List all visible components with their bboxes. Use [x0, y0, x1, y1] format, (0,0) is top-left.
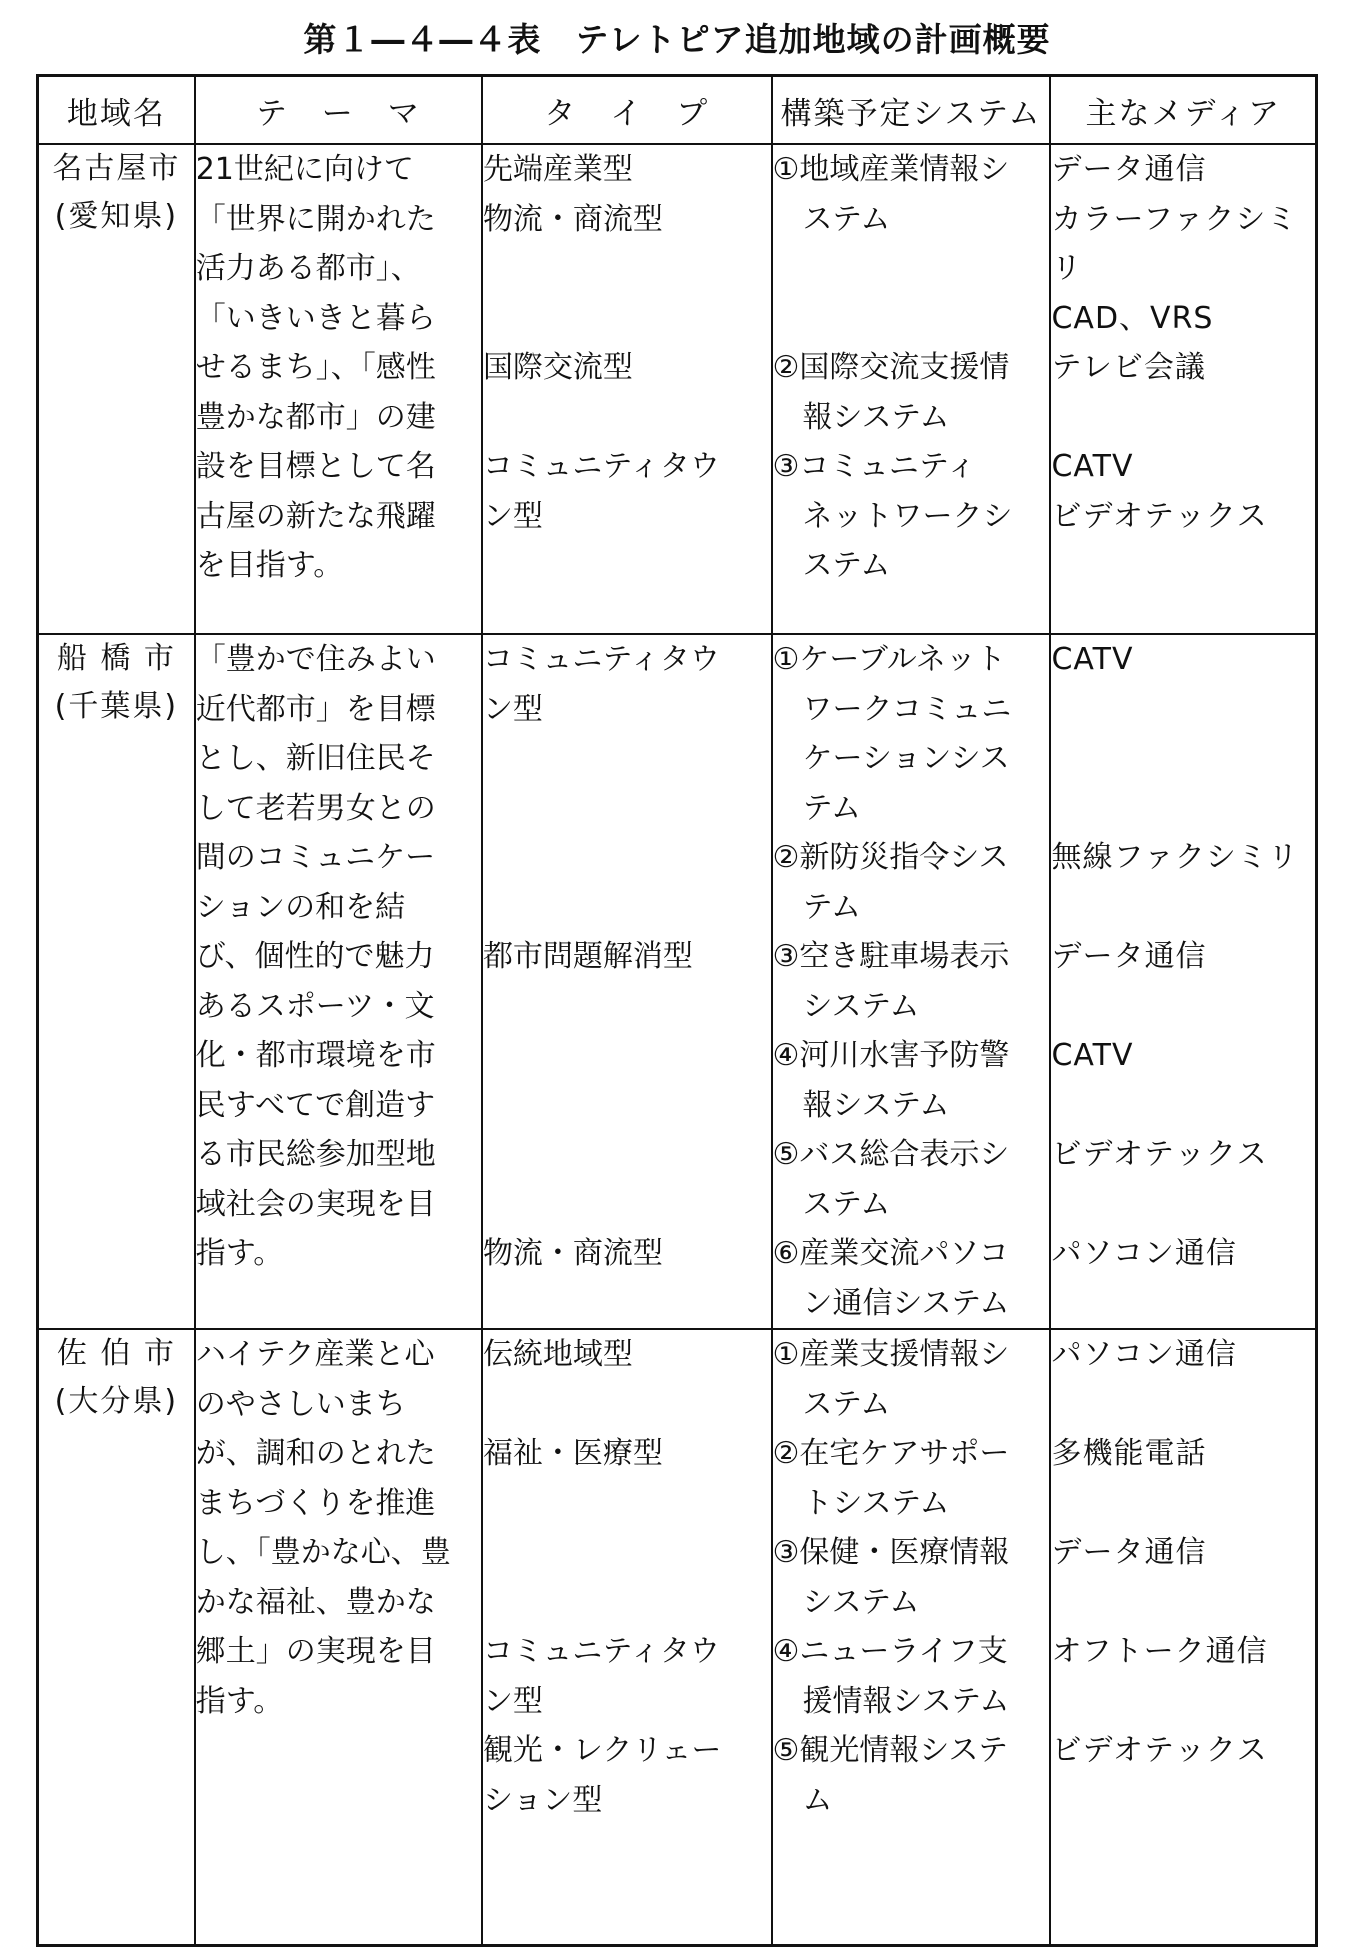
- system-line: ⑤バス総合表示シ: [772, 1137, 1010, 1172]
- system-line: テム: [772, 889, 862, 925]
- type-line: [483, 1279, 771, 1329]
- theme-line: 豊かな都市」の建: [195, 399, 436, 435]
- theme-line: 指す。: [195, 1683, 284, 1719]
- media-line: [1051, 734, 1315, 784]
- system-line: ネットワークシ: [772, 498, 1013, 534]
- media-line: [1051, 1380, 1315, 1430]
- type-line: [483, 1479, 771, 1529]
- theme-line: あるスポーツ・文: [195, 988, 435, 1024]
- media-line: 無線ファクシミリ: [1051, 840, 1299, 875]
- theme-line: とし、新旧住民そ: [195, 741, 436, 776]
- system-line: ステム: [772, 201, 891, 237]
- theme-line: せるまち」、「感性: [195, 350, 436, 385]
- table-row: [38, 144, 1317, 634]
- system-line: [773, 294, 1050, 344]
- type-line: [483, 393, 771, 443]
- type-line: [483, 1578, 771, 1628]
- plan-table: [36, 74, 1318, 1947]
- type-line: [483, 541, 771, 591]
- type-line: [483, 1180, 771, 1230]
- media-line: ビデオテックス: [1051, 1733, 1268, 1768]
- media-line: [1051, 685, 1315, 735]
- theme-line: し、「豊かな心、豊: [195, 1535, 451, 1570]
- header-region: 地域名: [38, 76, 195, 145]
- system-line: ステム: [772, 548, 891, 583]
- system-line: ①産業支援情報シ: [772, 1337, 1010, 1372]
- system-line: システム: [772, 1584, 920, 1620]
- type-cell: [482, 1329, 772, 1945]
- theme-line: 域社会の実現を目: [195, 1186, 436, 1222]
- system-line: 報システム: [772, 399, 950, 435]
- system-line: ①地域産業情報シ: [772, 152, 1010, 187]
- media-line: [1051, 883, 1315, 933]
- region-line: 佐 伯 市: [56, 1336, 176, 1371]
- type-line: [483, 1081, 771, 1131]
- theme-line: 「いきいきと暮ら: [195, 300, 436, 336]
- media-cell: [1050, 144, 1316, 634]
- media-line: ビデオテックス: [1051, 498, 1268, 534]
- theme-line: 活力ある都市」、: [195, 251, 421, 286]
- type-cell: [482, 144, 772, 634]
- system-line: ワークコミュニ: [772, 691, 1012, 727]
- system-line: 援情報システム: [772, 1683, 1010, 1719]
- system-line: ステム: [772, 1186, 891, 1222]
- media-line: オフトーク通信: [1051, 1634, 1268, 1669]
- system-line: ⑥産業交流パソコ: [772, 1236, 1009, 1271]
- media-line: [1051, 784, 1315, 834]
- header-row: [38, 76, 1317, 145]
- system-line: ③保健・医療情報: [772, 1535, 1010, 1570]
- system-line: ②在宅ケアサポー: [772, 1436, 1010, 1471]
- system-line: ②国際交流支援情: [772, 350, 1010, 385]
- region-line: 船 橋 市: [56, 641, 176, 676]
- header-theme: テ ー マ: [195, 76, 482, 145]
- type-line: [483, 1380, 771, 1430]
- type-line: [483, 1528, 771, 1578]
- theme-line: 間のコミュニケー: [195, 840, 436, 875]
- media-line: データ通信: [1051, 939, 1207, 974]
- system-line: システム: [772, 988, 920, 1024]
- type-line: 物流・商流型: [482, 201, 663, 237]
- type-line: 福祉・医療型: [482, 1436, 663, 1471]
- theme-line: 「世界に開かれた: [195, 201, 436, 237]
- type-line: [483, 1130, 771, 1180]
- type-line: ン型: [482, 498, 543, 534]
- media-line: [1051, 1279, 1315, 1329]
- region-cell: [38, 1329, 195, 1945]
- media-line: データ通信: [1051, 1535, 1207, 1570]
- region-cell: [38, 634, 195, 1329]
- type-line: コミュニティタウ: [482, 449, 720, 484]
- type-line: ション型: [482, 1782, 603, 1818]
- media-line: CAD、VRS: [1051, 300, 1214, 336]
- type-line: [483, 244, 771, 294]
- header-system: 構築予定システム: [772, 76, 1051, 145]
- theme-line: ハイテク産業と心: [195, 1337, 435, 1372]
- table-row: [38, 1329, 1317, 1945]
- system-line: ③コミュニティ: [772, 449, 977, 484]
- type-line: [483, 883, 771, 933]
- media-line: [1051, 541, 1315, 591]
- theme-line: 古屋の新たな飛躍: [195, 498, 436, 534]
- system-line: 報システム: [772, 1087, 950, 1123]
- theme-line: 化・都市環境を市: [195, 1038, 436, 1073]
- media-line: [1051, 982, 1315, 1032]
- media-line: CATV: [1051, 449, 1134, 484]
- media-line: [1051, 393, 1315, 443]
- region-line: (愛知県): [54, 199, 179, 234]
- system-cell: [772, 1329, 1051, 1945]
- theme-line: 設を目標として名: [195, 449, 436, 484]
- theme-line: のやさしいまち: [195, 1386, 406, 1422]
- system-line: ④河川水害予防警: [772, 1038, 1010, 1073]
- table-row: [38, 634, 1317, 1329]
- media-line: パソコン通信: [1051, 1337, 1237, 1372]
- region-line: 名古屋市: [52, 151, 181, 186]
- theme-line: 21世紀に向けて: [195, 152, 414, 187]
- type-line: [483, 982, 771, 1032]
- header-media: 主なメディア: [1050, 76, 1316, 145]
- type-line: 物流・商流型: [482, 1236, 663, 1271]
- type-line: ン型: [482, 1683, 543, 1719]
- media-line: CATV: [1051, 642, 1134, 677]
- region-line: (大分県): [54, 1384, 179, 1419]
- media-cell: [1050, 634, 1316, 1329]
- theme-line: 「豊かで住みよい: [195, 642, 436, 677]
- system-line: ステム: [772, 1386, 891, 1422]
- type-line: コミュニティタウ: [482, 642, 720, 677]
- type-line: 国際交流型: [482, 350, 633, 385]
- type-cell: [482, 634, 772, 1329]
- media-line: データ通信: [1051, 152, 1207, 187]
- system-cell: [772, 634, 1051, 1329]
- media-line: テレビ会議: [1051, 350, 1206, 385]
- theme-line: が、調和のとれた: [195, 1436, 436, 1471]
- type-line: 観光・レクリェー: [482, 1733, 722, 1768]
- media-line: [1051, 1776, 1315, 1826]
- system-line: ケーションシス: [772, 741, 1010, 776]
- system-cell: [772, 144, 1051, 634]
- type-line: [483, 734, 771, 784]
- system-line: ③空き駐車場表示: [772, 939, 1010, 974]
- system-line: トシステム: [772, 1485, 950, 1521]
- type-line: 都市問題解消型: [482, 939, 693, 974]
- media-line: [1051, 1578, 1315, 1628]
- theme-line: を目指す。: [195, 548, 344, 583]
- type-line: [483, 294, 771, 344]
- system-line: ム: [772, 1782, 833, 1818]
- media-cell: [1050, 1329, 1316, 1945]
- theme-line: 指す。: [195, 1236, 284, 1271]
- system-line: [773, 244, 1050, 294]
- theme-cell: [195, 634, 482, 1329]
- theme-line: 近代都市」を目標: [195, 691, 436, 727]
- media-line: ビデオテックス: [1051, 1137, 1268, 1172]
- type-line: [483, 784, 771, 834]
- theme-line: まちづくりを推進: [195, 1485, 436, 1521]
- region-cell: [38, 144, 195, 634]
- system-line: ④ニューライフ支: [772, 1634, 1008, 1669]
- theme-line: 民すべてで創造す: [195, 1087, 436, 1123]
- media-line: リ: [1051, 251, 1083, 286]
- media-line: CATV: [1051, 1038, 1134, 1073]
- theme-line: [196, 1776, 481, 1826]
- theme-line: かな福祉、豊かな: [195, 1584, 436, 1620]
- media-line: [1051, 1479, 1315, 1529]
- type-line: 伝統地域型: [482, 1337, 633, 1372]
- type-line: [483, 1031, 771, 1081]
- region-line: (千葉県): [54, 689, 179, 724]
- type-line: コミュニティタウ: [482, 1634, 720, 1669]
- theme-line: [196, 1279, 481, 1329]
- theme-cell: [195, 1329, 482, 1945]
- media-line: 多機能電話: [1051, 1436, 1207, 1471]
- media-line: カラーファクシミ: [1051, 201, 1298, 237]
- type-line: ン型: [482, 691, 543, 727]
- type-line: 先端産業型: [482, 152, 633, 187]
- theme-line: る市民総参加型地: [195, 1137, 436, 1172]
- table-title: 第１―４―４表 テレトピア追加地域の計画概要: [303, 20, 1051, 59]
- system-line: ⑤観光情報システ: [772, 1733, 1008, 1768]
- theme-line: 郷土」の実現を目: [195, 1634, 436, 1669]
- theme-cell: [195, 144, 482, 634]
- media-line: [1051, 1677, 1315, 1727]
- type-line: [483, 833, 771, 883]
- system-line: ②新防災指令シス: [772, 840, 1009, 875]
- header-type: タ イ プ: [482, 76, 772, 145]
- theme-line: び、個性的で魅力: [195, 939, 435, 974]
- system-line: ①ケーブルネット: [772, 642, 1006, 677]
- media-line: [1051, 1081, 1315, 1131]
- media-line: [1051, 1180, 1315, 1230]
- system-line: ン通信システム: [772, 1285, 1010, 1321]
- media-line: パソコン通信: [1051, 1236, 1237, 1271]
- theme-line: ションの和を結: [195, 889, 406, 925]
- theme-line: して老若男女との: [195, 790, 436, 826]
- theme-line: [196, 1726, 481, 1776]
- system-line: テム: [772, 790, 862, 826]
